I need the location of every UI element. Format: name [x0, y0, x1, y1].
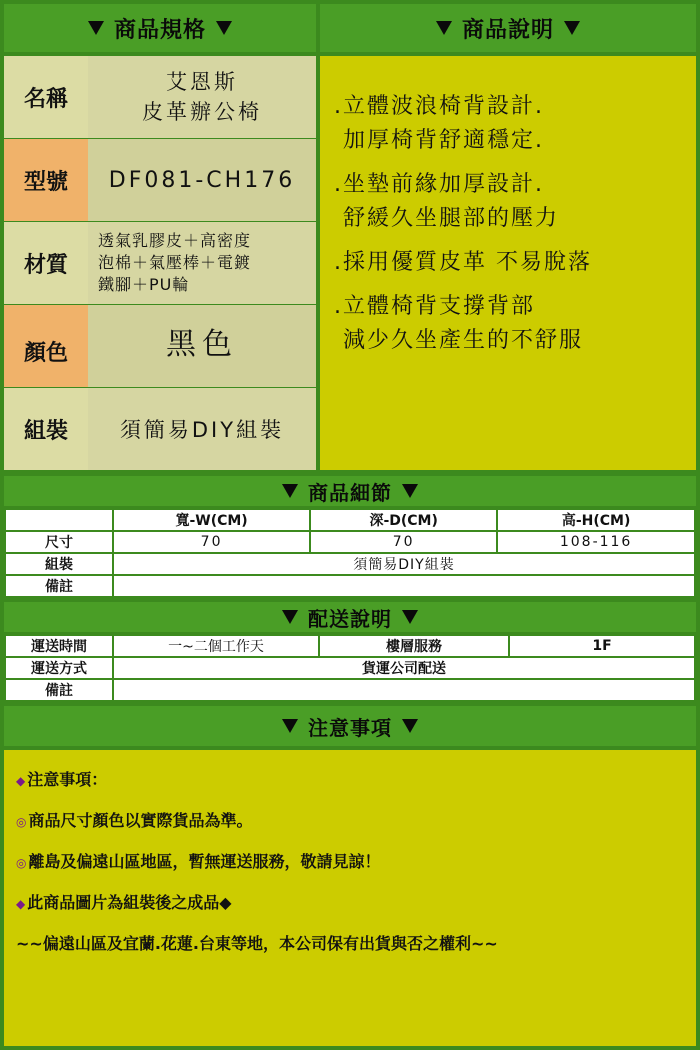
shipping-heading: 配送說明: [308, 606, 392, 631]
description-line: 加厚椅背舒適穩定.: [334, 128, 544, 153]
notice-line: [16, 852, 682, 873]
notice-text: 離島及偏遠山區地區，暫無運送服務，敬請見諒！: [28, 852, 381, 871]
spec-value-assembly: 須簡易DIY組裝: [88, 388, 316, 470]
column-header: 深-D(CM): [310, 509, 497, 531]
notice-text: 商品尺寸顏色以實際貨品為準。: [28, 811, 253, 830]
triangle-down-icon: [564, 21, 580, 35]
diamond-bullet-icon: ◆: [16, 897, 26, 911]
notice-heading: 注意事項: [308, 715, 392, 740]
description-panel: [320, 56, 696, 470]
empty-cell: [5, 509, 113, 531]
details-header-row: [5, 509, 695, 531]
triangle-down-icon: [402, 719, 418, 733]
table-row: [5, 553, 695, 575]
notice-line: [16, 893, 682, 914]
note-value: [113, 679, 695, 701]
shipping-method: 貨運公司配送: [113, 657, 695, 679]
shipping-table: [4, 634, 696, 702]
row-label: 備註: [5, 575, 113, 597]
triangle-down-icon: [282, 484, 298, 498]
table-row: [5, 679, 695, 701]
description-line: .採用優質皮革 不易脫落: [334, 250, 592, 275]
triangle-down-icon: [282, 610, 298, 624]
triangle-down-icon: [402, 484, 418, 498]
spec-value-name: 艾恩斯 皮革辦公椅: [88, 56, 316, 138]
spec-label: 名稱: [4, 56, 88, 138]
description-line: 舒緩久坐腿部的壓力: [334, 206, 559, 231]
table-row: [5, 531, 695, 553]
details-table: [4, 508, 696, 598]
description-line: 減少久坐產生的不舒服: [334, 328, 583, 353]
notice-text: ~~偏遠山區及宜蘭.花蓮.台東等地，本公司保有出貨與否之權利~~: [16, 934, 498, 953]
diamond-bullet-icon: ◆: [16, 774, 26, 788]
notice-line: [16, 770, 682, 791]
row-label: 尺寸: [5, 531, 113, 553]
description-heading-bar: [320, 4, 696, 52]
description-line: .立體椅背支撐背部: [334, 294, 535, 319]
notice-text: 注意事項：: [27, 770, 108, 789]
notice-line: [16, 811, 682, 832]
spec-value-model: DF081-CH176: [88, 139, 316, 221]
spec-value-material: 透氣乳膠皮＋高密度 泡棉＋氣壓棒＋電鍍 鐵腳＋PU輪: [88, 222, 316, 304]
spec-label: 型號: [4, 139, 88, 221]
notice-heading-bar: [4, 706, 696, 746]
row-label: 組裝: [5, 553, 113, 575]
spec-label: 顏色: [4, 305, 88, 387]
description-heading: 商品說明: [461, 17, 554, 43]
shipping-time: 一~二個工作天: [113, 635, 319, 657]
table-row: [5, 635, 695, 657]
description-item: [334, 246, 680, 280]
notice-panel: [4, 750, 696, 1046]
circle-bullet-icon: ◎: [16, 815, 27, 829]
spec-label: 材質: [4, 222, 88, 304]
triangle-down-icon: [216, 21, 232, 35]
notice-line: [16, 934, 682, 954]
row-label: 樓層服務: [319, 635, 509, 657]
spec-heading-bar: [4, 4, 316, 52]
row-label: 運送時間: [5, 635, 113, 657]
spec-row-name: [4, 56, 316, 138]
shipping-heading-bar: [4, 602, 696, 632]
column-header: 寬-W(CM): [113, 509, 310, 531]
description-line: .立體波浪椅背設計.: [334, 94, 544, 119]
spec-heading: 商品規格: [113, 17, 206, 43]
description-line: .坐墊前緣加厚設計.: [334, 172, 544, 197]
spec-row-model: [4, 139, 316, 221]
description-item: [334, 290, 680, 358]
details-heading-bar: [4, 476, 696, 506]
notice-text: 此商品圖片為組裝後之成品◆: [27, 893, 232, 912]
description-item: [334, 90, 680, 158]
triangle-down-icon: [282, 719, 298, 733]
spec-value-color: 黑色: [88, 305, 316, 387]
description-item: [334, 168, 680, 236]
size-width: 70: [113, 531, 310, 553]
floor-service: 1F: [509, 635, 695, 657]
triangle-down-icon: [436, 21, 452, 35]
spec-row-color: [4, 305, 316, 387]
spec-label: 組裝: [4, 388, 88, 470]
spec-row-material: [4, 222, 316, 304]
table-row: [5, 657, 695, 679]
spec-row-assembly: [4, 388, 316, 470]
triangle-down-icon: [402, 610, 418, 624]
details-heading: 商品細節: [308, 480, 392, 505]
circle-bullet-icon: ◎: [16, 856, 27, 870]
size-height: 108-116: [497, 531, 695, 553]
triangle-down-icon: [88, 21, 104, 35]
column-header: 高-H(CM): [497, 509, 695, 531]
note-value: [113, 575, 695, 597]
row-label: 備註: [5, 679, 113, 701]
size-depth: 70: [310, 531, 497, 553]
assembly-value: 須簡易DIY組裝: [113, 553, 695, 575]
table-row: [5, 575, 695, 597]
row-label: 運送方式: [5, 657, 113, 679]
spec-table: [4, 56, 316, 470]
